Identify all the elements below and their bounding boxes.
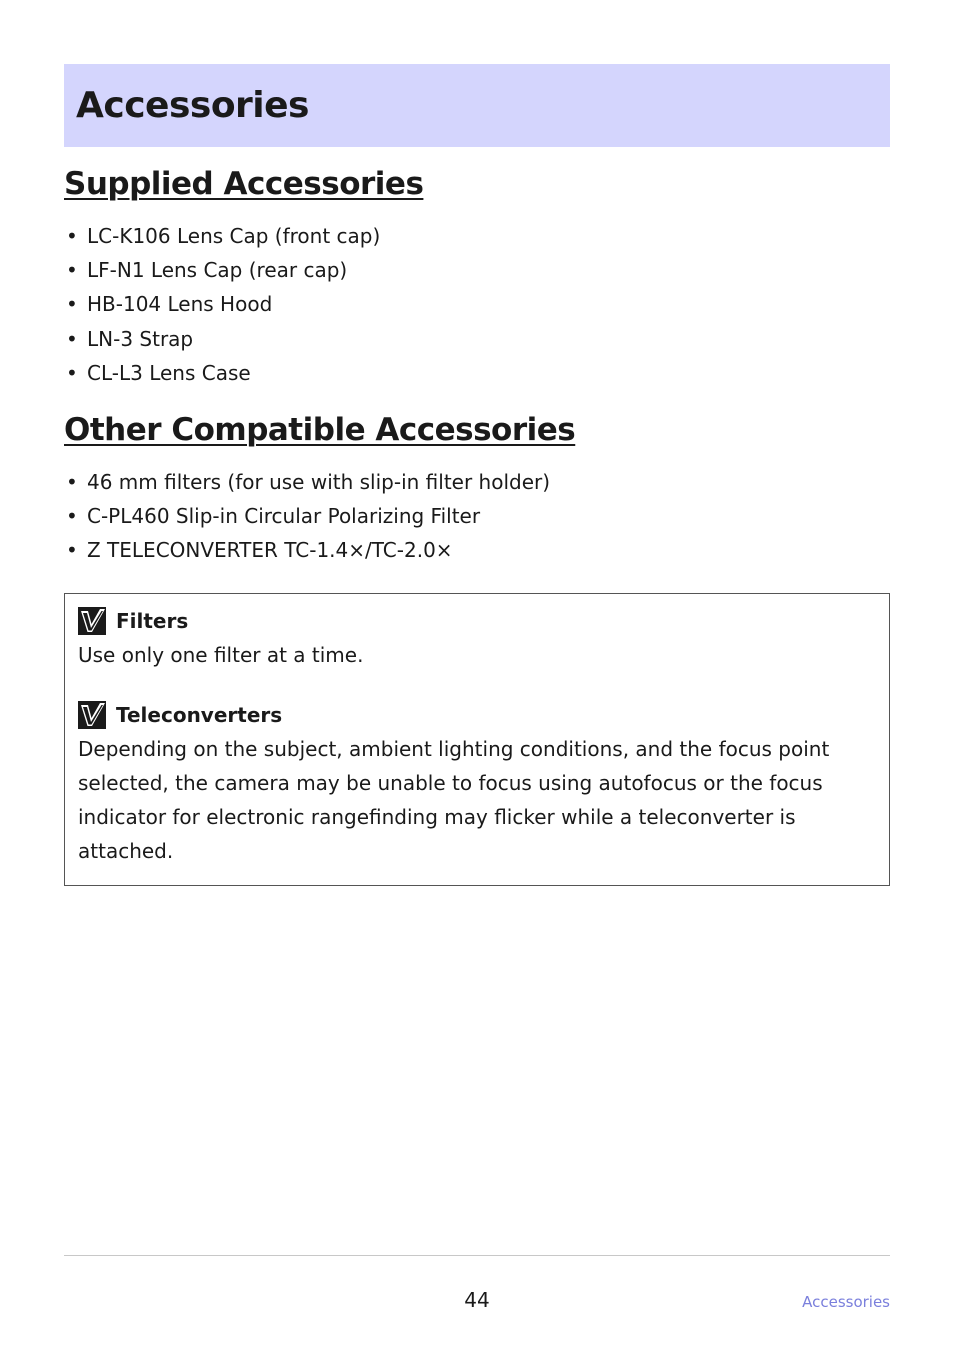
bullet-icon: •	[66, 258, 78, 283]
list-item: • HB-104 Lens Hood	[66, 287, 380, 321]
note-text: Use only one filter at a time.	[78, 643, 364, 667]
note-header	[78, 700, 868, 730]
note-header	[78, 606, 868, 636]
page-title: Accessories	[76, 85, 309, 126]
bullet-icon: •	[66, 360, 78, 385]
note-title: Teleconverters	[116, 703, 283, 727]
note-title: Filters	[116, 609, 189, 633]
list-item: • C-PL460 Slip-in Circular Polarizing Filter	[66, 499, 550, 533]
bullet-icon: •	[66, 292, 78, 317]
check-icon	[78, 607, 106, 635]
note-teleconverters	[78, 700, 868, 868]
notes-box	[64, 593, 890, 886]
list-item: • LN-3 Strap	[66, 322, 380, 356]
bullet-icon: •	[66, 538, 78, 563]
other-accessories-list	[66, 465, 550, 568]
footer-divider	[64, 1255, 890, 1256]
bullet-icon: •	[66, 504, 78, 529]
list-item: • LC-K106 Lens Cap (front cap)	[66, 219, 380, 253]
page-number: 44	[464, 1288, 490, 1312]
list-item: • CL-L3 Lens Case	[66, 356, 380, 390]
list-item: • LF-N1 Lens Cap (rear cap)	[66, 253, 380, 287]
bullet-icon: •	[66, 326, 78, 351]
section-link[interactable]: Accessories	[802, 1293, 890, 1311]
supplied-accessories-list	[66, 219, 380, 390]
list-item: • 46 mm filters (for use with slip-in filter holder)	[66, 465, 550, 499]
page-title-band	[64, 64, 890, 147]
bullet-icon: •	[66, 470, 78, 494]
bullet-icon: •	[66, 224, 78, 248]
supplied-accessories-heading: Supplied Accessories	[64, 166, 424, 202]
check-icon	[78, 701, 106, 729]
note-filters	[78, 606, 868, 672]
list-item: • Z TELECONVERTER TC-1.4×/TC-2.0×	[66, 533, 550, 567]
other-accessories-heading: Other Compatible Accessories	[64, 412, 576, 448]
note-text: Depending on the subject, ambient lighting conditions, and the focus point selected, the camera may be unable to focus using autofocus or the focus indicator for electronic rangefinding may flicker while a teleconverter is attached.	[78, 737, 830, 863]
